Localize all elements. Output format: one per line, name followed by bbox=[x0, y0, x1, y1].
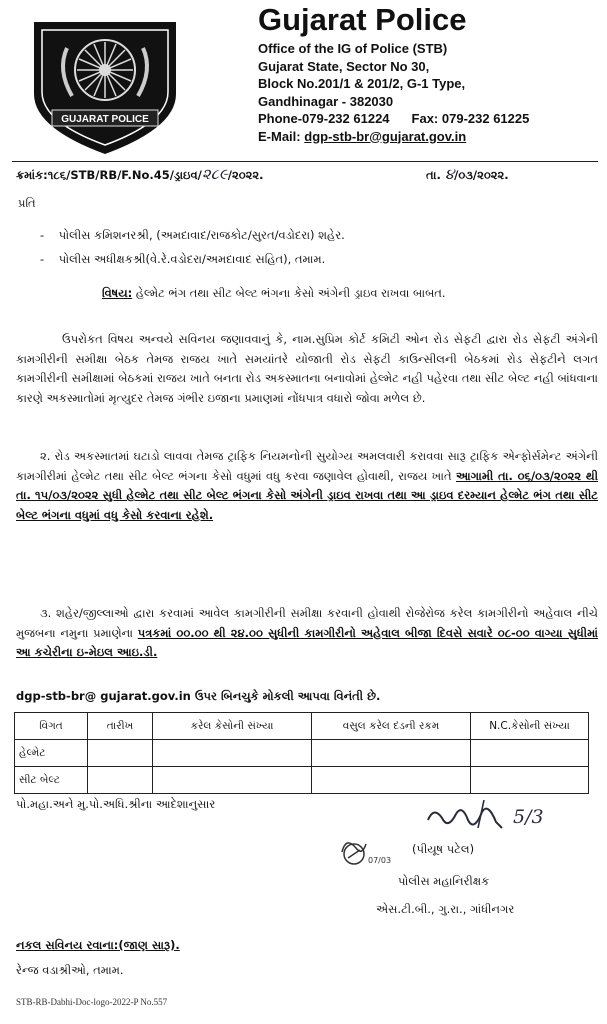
header-divider bbox=[12, 161, 598, 162]
table-cell bbox=[153, 740, 312, 767]
logo-text: GUJARAT POLICE bbox=[61, 114, 149, 125]
gujarat-police-logo bbox=[12, 8, 197, 158]
office-name: Office of the IG of Police (STB) bbox=[258, 41, 448, 56]
email-link[interactable]: dgp-stb-br@gujarat.gov.in bbox=[304, 128, 467, 144]
recipient-2-text: પોલીસ અધીક્ષકશ્રી(વે.રે.વડોદરા/અમદાવાદ સહિત), તમામ. bbox=[58, 252, 326, 266]
paragraph-1: ઉપરોકત વિષય અન્વયે સવિનય જણાવવાનું કે, નામ.સુપ્રિમ કોર્ટ કમિટી ઓન રોડ સેફટી દ્વારા રોડ સેફટી અંગેની કામગીરીની સમીક્ષા બેઠક તેમજ રાજય ખાતે સમયાંતરે યોજાતી રોડ સેફટી કાઉન્સીલની બેઠકમાં રોડ સેફટીને લગત કામગીરીની સમીક્ષામાં બેઠકમાં રાજય ખાતે બનતા રોડ અકસ્માતના બનાવોમાં હેલ્મેટ નહી પહેરવા તથા સીટ બેલ્ટ નહી બાંધવાના કારણે અકસ્માતોમાં મૃત્યુદર તેમજ ગંભીર ઇજાના પ્રમાણમાં નોંધપાત્ર વધારો જોવા મળેલ છે. bbox=[16, 332, 598, 405]
paragraph-3 bbox=[16, 604, 598, 663]
column-header: કરેલ કેસોની સંખ્યા bbox=[153, 713, 312, 740]
date-suffix: /૦૩/૨૦૨૨. bbox=[454, 168, 509, 182]
recipient-2 bbox=[40, 252, 325, 266]
table-header-row bbox=[15, 713, 589, 740]
signature-date-handwritten: 5/3 bbox=[513, 806, 544, 828]
received-stamp bbox=[338, 822, 393, 872]
column-header: વસુલ કરેલ દંડની રકમ bbox=[312, 713, 471, 740]
order-line: પો.મહા.અને મુ.પો.અધિ.શ્રીના આદેશાનુસાર bbox=[16, 797, 216, 811]
table-row bbox=[15, 767, 589, 794]
row-label: સીટ બેલ્ટ bbox=[15, 767, 88, 794]
email-line bbox=[258, 128, 603, 146]
subject-line bbox=[102, 286, 446, 300]
address-line-2: Block No.201/1 & 201/2, G-1 Type, bbox=[258, 76, 466, 91]
table-cell bbox=[312, 740, 471, 767]
bullet-dash: - bbox=[40, 252, 59, 266]
copy-recipient: રેન્જ વડાશ્રીઓ, તમામ. bbox=[16, 963, 124, 977]
reference-handwritten-number: ૨૮૯ bbox=[201, 165, 228, 183]
report-format-table bbox=[14, 712, 589, 794]
email-label: E-Mail: bbox=[258, 128, 301, 144]
reference-number bbox=[16, 165, 264, 183]
signatory-designation: પોલીસ મહાનિરીક્ષક bbox=[398, 874, 490, 888]
fax-number: Fax: 079-232 61225 bbox=[411, 111, 530, 126]
paragraph-2 bbox=[16, 447, 598, 525]
paragraph-2-text: ૨. રોડ અકસ્માતમાં ઘટાડો લાવવા તેમજ ટ્રાફિક નિયમનોની સુયોગ્ય અમલવારી કરાવવા સારૂ ટ્રાફિક એન્ફોર્સમેન્ટ અંગેની કામગીરીમાં હેલ્મેટ તથા સીટ બેલ્ટ ભંગના કેસો વધુમાં વધુ કરવા જણાવેલ હોવાથી, રાજય ખાતે bbox=[16, 449, 598, 483]
contact-line bbox=[258, 110, 603, 128]
signatory-name: (પીયૂષ પટેલ) bbox=[412, 842, 475, 856]
signatory-office: એસ.ટી.બી., ગુ.રા., ગાંધીનગર bbox=[376, 902, 515, 916]
row-label: હેલ્મેટ bbox=[15, 740, 88, 767]
paragraph-3-email-line: dgp-stb-br@ gujarat.gov.in ઉપર બિનચુકે મોકલી આપવા વિનંતી છે. bbox=[16, 689, 381, 703]
paragraph-3-emphasis: પત્રકમાં ૦૦.૦૦ થી ૨૪.૦૦ સુધીની કામગીરીનો અહેવાલ બીજા દિવસે સવારે ૦૮-૦૦ વાગ્યા સુધીમાં આ કચેરીના ઇ-મેઇલ આઇ.ડી. bbox=[16, 625, 599, 659]
subject-label: વિષય: bbox=[102, 286, 133, 300]
signature-scribble bbox=[408, 798, 588, 838]
recipient-1-text: પોલીસ કમિશનરશ્રી, (અમદાવાદ/રાજકોટ/સુરત/વડોદરા) શહેર. bbox=[58, 228, 345, 242]
stamp-date: 07/03 bbox=[368, 856, 392, 865]
column-header: વિગત bbox=[15, 713, 88, 740]
subject-text: હેલ્મેટ ભંગ તથા સીટ બેલ્ટ ભંગના કેસો અંગેની ડ્રાઇવ રાખવા બાબત. bbox=[135, 286, 446, 300]
phone-number: Phone-079-232 61224 bbox=[258, 111, 390, 126]
letterhead bbox=[258, 4, 603, 145]
table-cell bbox=[312, 767, 471, 794]
date-prefix: તા. bbox=[426, 168, 441, 182]
recipient-1 bbox=[40, 228, 345, 242]
address-line-3: Gandhinagar - 382030 bbox=[258, 93, 394, 109]
table-cell bbox=[471, 740, 589, 767]
table-cell bbox=[88, 767, 153, 794]
paragraph-2-emphasis: આગામી તા. ૦૬/૦૩/૨૦૨૨ થી તા. ૧૫/૦૩/૨૦૨૨ સુધી હેલ્મેટ તથા સીટ બેલ્ટ ભંગના કેસો અંગેની ડ્રાઇવ રાખવા તથા આ ડ્રાઇવ દરમ્યાન હેલ્મેટ ભંગ તથા સીટ બેલ્ટ ભંગના વધુમાં વધુ કેસો કરવાના રહેશે. bbox=[16, 468, 599, 522]
column-header: N.C.કેસોની સંખ્યા bbox=[471, 713, 589, 740]
date-handwritten: ૪ bbox=[444, 165, 455, 183]
reference-suffix: /૨૦૨૨. bbox=[227, 168, 264, 182]
paragraph-3-text: ૩. શહેર/જીલ્લાઓ દ્વારા કરવામાં આવેલ કામગીરીની સમીક્ષા કરવાની હોવાથી રોજેરોજ કરેલ કામગીરીનો અહેવાલ નીચે મુજબના નમુના પ્રમાણેના bbox=[16, 606, 598, 640]
to-label: પ્રતિ bbox=[18, 196, 36, 210]
table-cell bbox=[88, 740, 153, 767]
reference-date bbox=[426, 167, 509, 182]
reference-prefix: ક્રમાંક:૧૮૬/STB/RB/F.No.45/ડ્રાઇવ/ bbox=[16, 168, 202, 182]
table-cell bbox=[471, 767, 589, 794]
bullet-dash: - bbox=[40, 228, 59, 242]
copy-label: નકલ સવિનય રવાના:(જાણ સારૂ). bbox=[16, 938, 180, 952]
address-line-1: Gujarat State, Sector No 30, bbox=[258, 58, 430, 74]
column-header: તારીખ bbox=[88, 713, 153, 740]
reference-row bbox=[16, 167, 601, 182]
document-code: STB-RB-Dabhi-Doc-logo-2022-P No.557 bbox=[16, 997, 168, 1007]
table-cell bbox=[153, 767, 312, 794]
org-name: Gujarat Police bbox=[258, 2, 467, 37]
table-row bbox=[15, 740, 589, 767]
